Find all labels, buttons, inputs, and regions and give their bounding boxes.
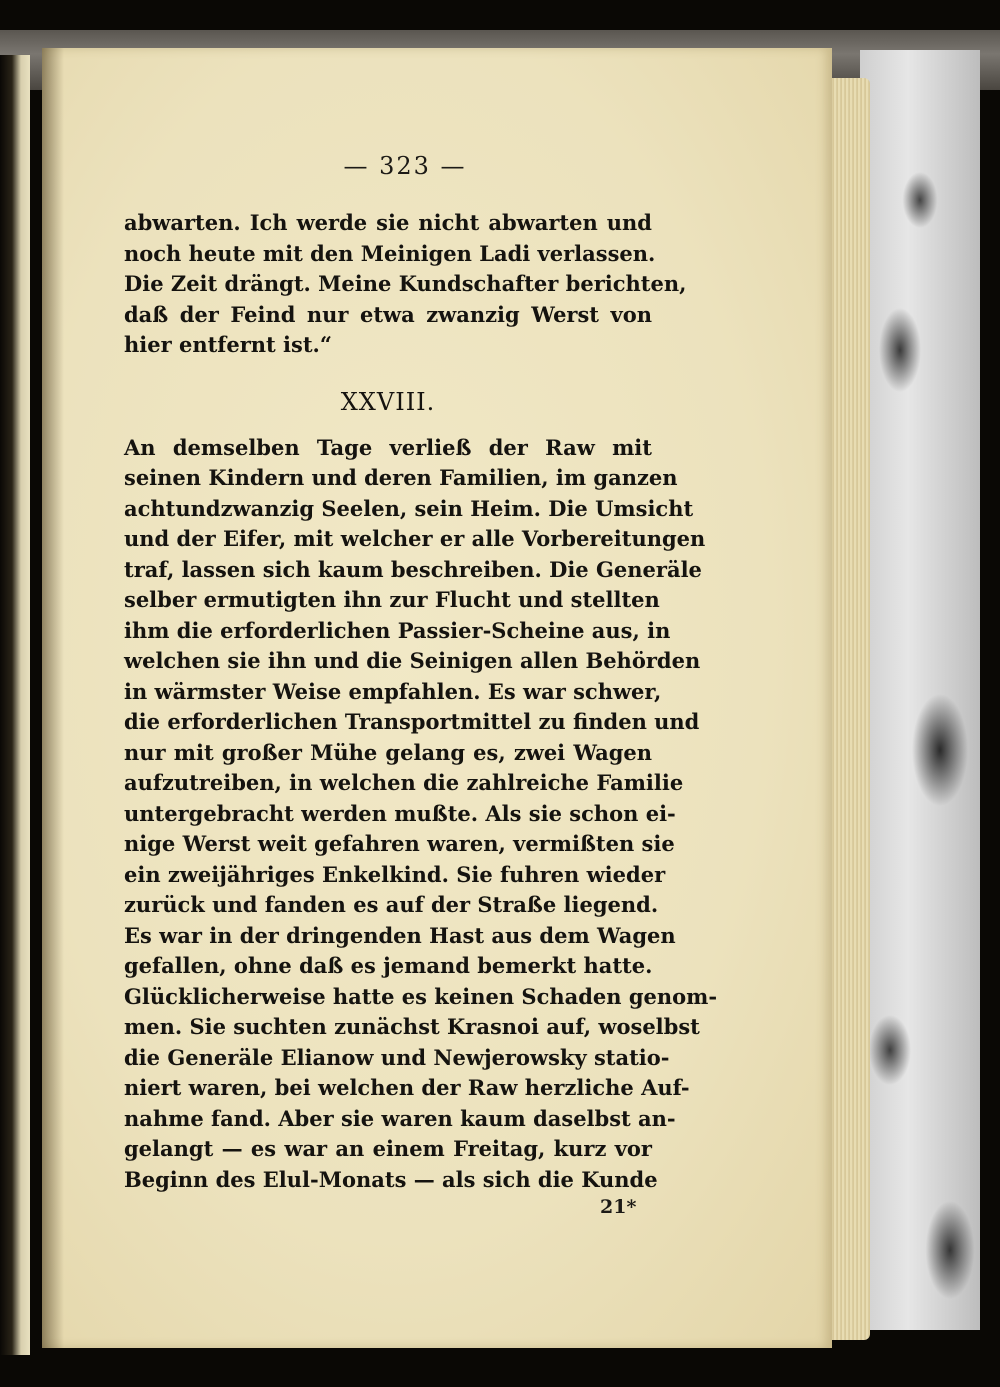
text-line: selber ermutigten ihn zur Flucht und stellten [124,587,660,612]
text-line: nahme fand. Aber sie waren kaum daselbst an- [124,1105,676,1131]
gutter-shadow [42,48,64,1348]
text-line: Beginn des Elul-Monats — als sich die Kunde [124,1166,658,1192]
text-line: An demselben Tage verließ der Raw mit [124,434,652,460]
page-number: — 323 — [343,152,467,180]
text-line: in wärmster Weise empfahlen. Es war schwer, [124,678,662,704]
previous-page-edge [0,55,30,1355]
printer-signature: 21* [600,1196,637,1218]
text-line: und der Eifer, mit welcher er alle Vorbereitungen [124,526,706,551]
text-line: gelangt — es war an einem Freitag, kurz vor [124,1136,652,1161]
text-line: die erforderlichen Transportmittel zu finden und [124,709,700,734]
text-line: hier entfernt ist.“ [124,332,332,357]
text-line: abwarten. Ich werde sie nicht abwarten und [124,210,652,235]
text-line: seinen Kindern und deren Familien, im ganzen [124,465,678,490]
text-line: Die Zeit drängt. Meine Kundschafter berichten, [124,271,687,296]
text-line: nur mit großer Mühe gelang es, zwei Wagen [124,739,652,765]
text-line: Es war in der dringenden Hast aus dem Wagen [124,922,676,948]
page-text [124,208,718,1195]
text-line: Glücklicherweise hatte es keinen Schaden genom- [124,983,718,1009]
text-line: traf, lassen sich kaum beschreiben. Die Generäle [124,556,702,582]
text-line: untergebracht werden mußte. Als sie schon ei- [124,800,676,826]
text-line: niert waren, bei welchen der Raw herzliche Auf- [124,1075,690,1100]
text-line: welchen sie ihn und die Seinigen allen Behörden [124,648,701,673]
text-line: achtundzwanzig Seelen, sein Heim. Die Umsicht [124,495,694,521]
text-line: zurück und fanden es auf der Straße liegend. [124,892,659,917]
text-line: noch heute mit den Meinigen Ladi verlassen. [124,240,656,266]
text-line: gefallen, ohne daß es jemand bemerkt hatte. [124,953,653,978]
marbled-endpaper [860,50,980,1330]
chapter-heading: XXVIII. [340,387,436,416]
text-line: nige Werst weit gefahren waren, vermißten sie [124,831,675,856]
text-line: men. Sie suchten zunächst Krasnoi auf, woselbst [124,1014,700,1039]
text-line: aufzutreiben, in welchen die zahlreiche Familie [124,770,684,795]
text-line: ihm die erforderlichen Passier-Scheine aus, in [124,617,671,643]
text-line: ein zweijähriges Enkelkind. Sie fuhren wieder [124,861,666,887]
text-line: die Generäle Elianow und Newjerowsky statio- [124,1044,670,1070]
text-line: daß der Feind nur etwa zwanzig Werst von [124,301,652,327]
